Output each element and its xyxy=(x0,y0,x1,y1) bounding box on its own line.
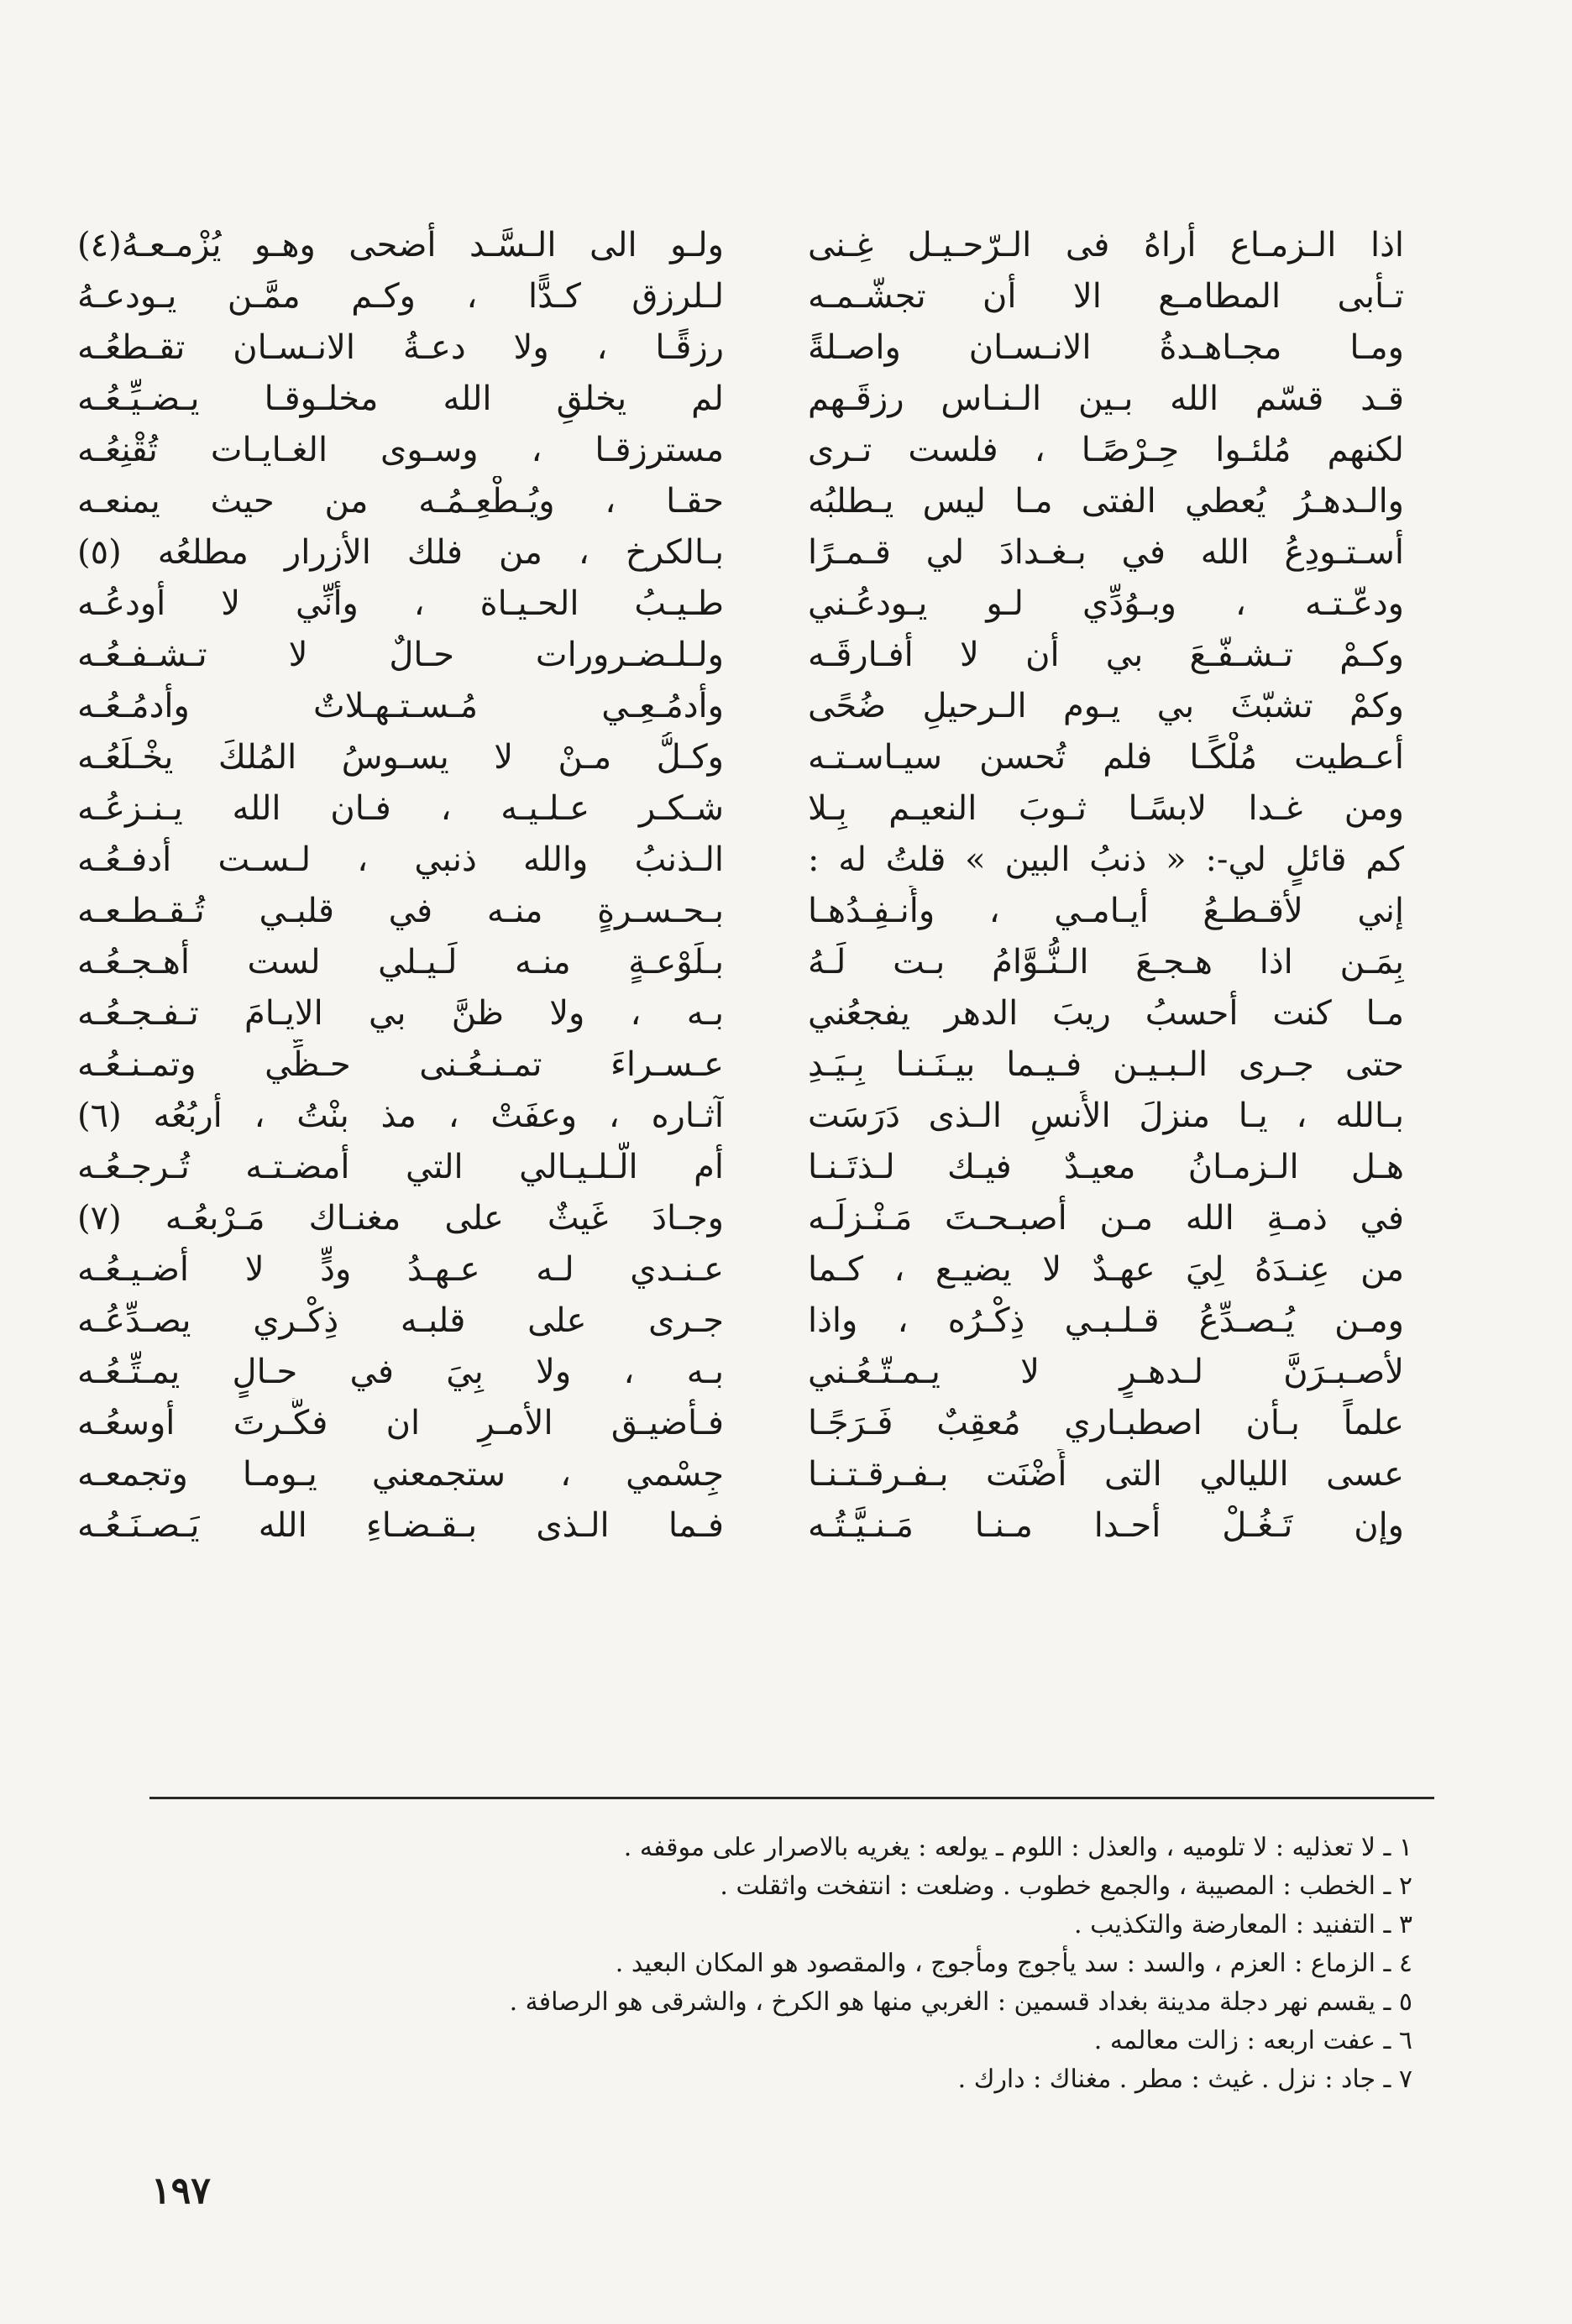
verse-second-hemistich: وأدمُـعِـي مُـسـتـهـلاتٌ وأدمُـعُـه xyxy=(77,687,724,725)
verse-second-hemistich: فـما الـذى بـقـضـاءِ الله يَـصـنَـعُـه xyxy=(77,1506,724,1545)
footnotes xyxy=(321,1829,1412,2099)
verse-second-hemistich: وكـلُّ مـنْ لا يسـوسُ المُلكَ يخْـلَعُـه xyxy=(77,738,724,777)
verse-second-hemistich: بـلَوْعـةٍ منـه لَـيـلي لست أهـجـعُـه xyxy=(77,943,724,981)
footnote: ٦ ـ عفت اربعه : زالت معالمه . xyxy=(1093,2026,1412,2055)
verse-second-hemistich: جـرى على قلبـه ذِكْـري يصـدِّعُـه xyxy=(77,1301,724,1340)
verse-first-hemistich: علماً بـأن اصطبـاري مُعقِبٌ فَـرَجًـا xyxy=(808,1404,1404,1442)
verse-second-hemistich: ولـلـضـرورات حـالٌ لا تـشـفـعُـه xyxy=(77,636,724,674)
verse-first-hemistich: لأصـبـرَنَّ لـدهـرٍ لا يـمـتّـعُـني xyxy=(808,1353,1404,1391)
verse-first-hemistich: وإن تَـغُـلْ أحـدا مـنـا مَـنـيَّـتُـه xyxy=(808,1506,1404,1545)
footnote: ٤ ـ الزماع : العزم ، والسد : سد يأجوج ومأجوج ، والمقصود هو المكان البعيد . xyxy=(615,1949,1412,1978)
poem xyxy=(0,220,1572,1765)
verse-first-hemistich: مـا كنت أحسبُ ريبَ الدهر يفجعُني xyxy=(808,994,1404,1033)
verse-first-hemistich: وكـمْ تـشـفّـعَ بي أن لا أفـارقَـه xyxy=(808,636,1404,674)
verse-first-hemistich: كم قائلٍ لي-: « ذنبُ البين » قلتُ له : xyxy=(808,840,1404,879)
verse-second-hemistich: حقـا ، ويُـطْعِـمُـه من حيث يمنعـه xyxy=(77,482,724,521)
verse-first-hemistich: تـأبى المطامـع الا أن تجشّـمـه xyxy=(808,277,1404,316)
verse-second-hemistich: وجـادَ غَيثٌ على مغنـاك مَـرْبعُـه (٧) xyxy=(77,1199,724,1238)
verse-first-hemistich: لكنهم مُلئـوا حِـرْصًـا ، فلست تـرى xyxy=(808,431,1404,469)
verse-first-hemistich: أسـتـودِعُ الله في بـغـدادَ لي قـمـرًا xyxy=(808,533,1404,572)
footnote: ١ ـ لا تعذليه : لا تلوميه ، والعذل : اللوم ـ يولعه : يغريه بالاصرار على موقفه . xyxy=(623,1833,1412,1862)
verse-first-hemistich: وكمْ تشبّثَ بي يـوم الـرحيلِ ضُحًى xyxy=(808,687,1404,725)
verse-first-hemistich: حتى جـرى الـبـيـن فـيـما بيـنَـنـا بِـيَـدِ xyxy=(808,1045,1404,1084)
verse-second-hemistich: آثـاره ، وعفَتْ ، مذ بنْتُ ، أربُعُه (٦) xyxy=(77,1097,724,1135)
footnote: ٣ ـ التفنيد : المعارضة والتكذيب . xyxy=(1074,1910,1412,1939)
verse-first-hemistich: ومـن يُـصـدِّعُ قـلـبـي ذِكْـرُه ، واذا xyxy=(808,1301,1404,1340)
verse-second-hemistich: أم الّـلـيـالي التي أمضـتـه تُـرجـعُـه xyxy=(77,1148,724,1186)
verse-first-hemistich: إني لأقـطـعُ أيـامـي ، وأُنـفِـدُهـا xyxy=(808,892,1404,930)
verse-second-hemistich: عـنـدي لـه عـهـدُ ودٍّ لا أضـيـعُـه xyxy=(77,1250,724,1289)
verse-first-hemistich: بـالله ، يـا منزلَ الأُنسِ الـذى دَرَسَت xyxy=(808,1097,1404,1135)
verse-first-hemistich: اذا الـزمـاع أراهُ فى الـرّحـيـل غِـنى xyxy=(808,226,1404,264)
verse-second-hemistich: رزقًـا ، ولا دعـةُ الانـسـان تقـطعُـه xyxy=(77,328,724,367)
verse-second-hemistich: شـكـر عـلـيـه ، فـان الله يـنـزعُـه xyxy=(77,789,724,828)
page-number: ١٩٧ xyxy=(151,2170,211,2212)
verse-second-hemistich: الـذنبُ والله ذنبي ، لـسـت أدفـعُـه xyxy=(77,840,724,879)
footnote: ٢ ـ الخطب : المصيبة ، والجمع خطوب . وضلعت : انتفخت واثقلت . xyxy=(720,1871,1412,1901)
verse-first-hemistich: بِمَـن اذا هـجـعَ الـنُّـوَّامُ بـت لَـهُ xyxy=(808,943,1404,981)
poem-right-column xyxy=(808,220,1404,1552)
verse-first-hemistich: عسى الليالي التى أَضْنَت بـفـرقـتـنـا xyxy=(808,1455,1404,1494)
verse-second-hemistich: فـأضيـق الأمـرِ ان فكَّـرتَ أوسعُـه xyxy=(77,1404,724,1442)
poem-left-column xyxy=(77,220,724,1552)
verse-first-hemistich: ومـا مجـاهـدةُ الانـسـان واصـلةً xyxy=(808,328,1404,367)
verse-second-hemistich: عـسـراءَ تمـنـعُـنى حـظِّي وتمـنـعُـه xyxy=(77,1045,724,1084)
verse-second-hemistich: طـيـبُ الحـيـاة ، وأنِّي لا أودعُـه xyxy=(77,584,724,623)
verse-first-hemistich: ودعّـتـه ، وبـوُدِّي لـو يـودعُـني xyxy=(808,584,1404,623)
verse-first-hemistich: قـد قسّم الله بـين الـنـاس رزقَـهم xyxy=(808,379,1404,418)
verse-first-hemistich: ومن غـدا لابسًـا ثـوبَ النعيـم بِـلا xyxy=(808,789,1404,828)
footnote: ٥ ـ يقسم نهر دجلة مدينة بغداد قسمين : الغربي منها هو الكرخ ، والشرقى هو الرصافة . xyxy=(509,1987,1412,2017)
verse-second-hemistich: لم يخلقِ الله مخلـوقـا يـضـيِّـعُـه xyxy=(77,379,724,418)
footnote-divider xyxy=(149,1797,1434,1799)
verse-second-hemistich: بـه ، ولا بِيَ في حـالٍ يمـتِّـعُـه xyxy=(77,1353,724,1391)
verse-second-hemistich: لـلرزق كـدًّا ، وكـم ممَّـن يـودعـهُ xyxy=(77,277,724,316)
verse-first-hemistich: أعـطيت مُلْكًـا فلم تُحسن سيـاسـتـه xyxy=(808,738,1404,777)
verse-first-hemistich: هـل الـزمـانُ معيـدٌ فيـك لـذتَـنـا xyxy=(808,1148,1404,1186)
verse-first-hemistich: من عِنـدَهُ لِيَ عهـدٌ لا يضيـع ، كـما xyxy=(808,1250,1404,1289)
footnote: ٧ ـ جاد : نزل . غيث : مطر . مغناك : دارك . xyxy=(957,2065,1412,2094)
verse-second-hemistich: بـحـسـرةٍ منـه في قلبـي تُـقـطـعـه xyxy=(77,892,724,930)
verse-second-hemistich: مسترزقـا ، وسـوى الغـايـات تُقْنِعُـه xyxy=(77,431,724,469)
verse-second-hemistich: ولـو الى الـسَّـد أضحى وهـو يُزْمـعـهُ(٤) xyxy=(77,226,724,264)
verse-first-hemistich: والـدهـرُ يُعطي الفتى مـا ليس يـطلبُه xyxy=(808,482,1404,521)
verse-second-hemistich: جِسْمي ، ستجمعني يـومـا وتجمعـه xyxy=(77,1455,724,1494)
verse-first-hemistich: في ذمـةِ الله مـن أصبـحـتَ مَـنْـزلَـه xyxy=(808,1199,1404,1238)
verse-second-hemistich: بـه ، ولا ظنَّ بي الايـامَ تـفـجـعُـه xyxy=(77,994,724,1033)
verse-second-hemistich: بـالكرخ ، من فلك الأزرار مطلعُه (٥) xyxy=(77,533,724,572)
